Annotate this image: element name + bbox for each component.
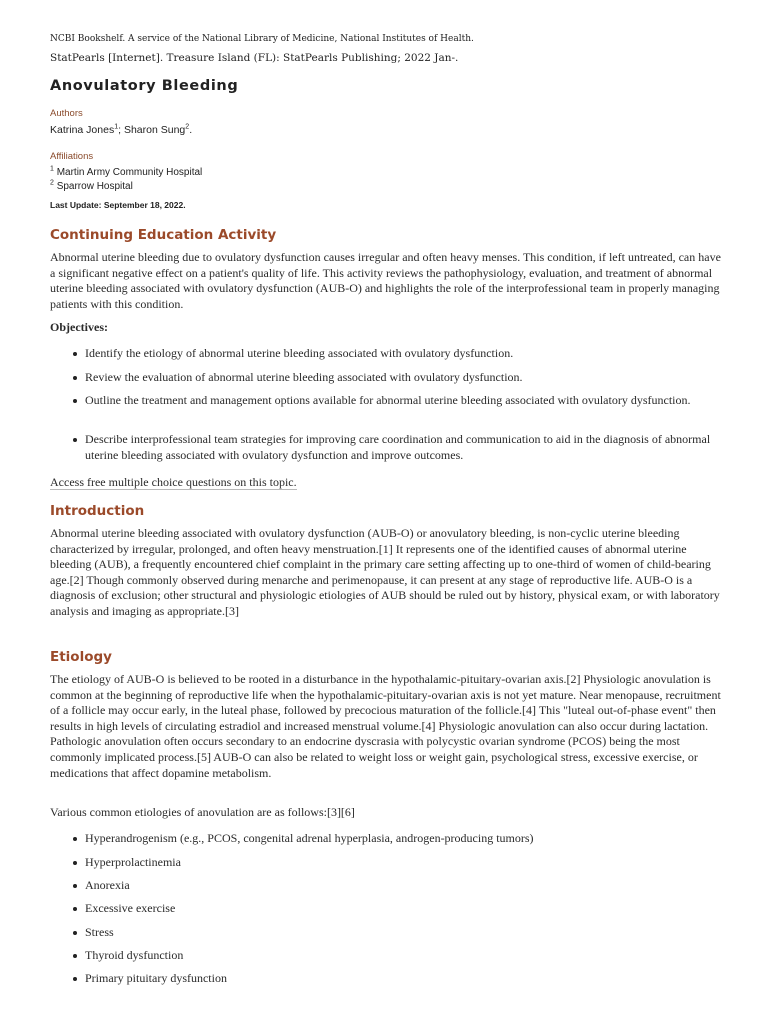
objective-item: Outline the treatment and management options available for abnormal uterine bleeding associated with ovulatory dysfunction. — [85, 393, 722, 409]
objectives-label: Objectives: — [50, 320, 108, 334]
affiliation-number: 1 — [50, 165, 54, 173]
last-update: Last Update: September 18, 2022. — [50, 200, 186, 210]
section-heading-cme: Continuing Education Activity — [50, 227, 277, 243]
section-heading-introduction: Introduction — [50, 503, 145, 519]
etiology-list-intro: Various common etiologies of anovulation are as follows:[3][6] — [50, 805, 355, 819]
cme-paragraph: Abnormal uterine bleeding due to ovulatory dysfunction causes irregular and often heavy menses. This condition, if left untreated, can have a significant negative effect on a patient's quality of life. This activity reviews the pathophysiology, evaluation, and treatment of abnormal uterine bleeding associated with ovulatory dysfunction (AUB-O) and highlights the role of the interprofessional team in properly managing patients with this condition. — [50, 250, 721, 311]
cause-item: Excessive exercise — [85, 901, 722, 917]
article-title: Anovulatory Bleeding — [50, 78, 239, 94]
author-affiliation-ref[interactable]: 2 — [185, 123, 190, 131]
affiliation-name: Martin Army Community Hospital — [56, 167, 203, 178]
cause-item: Primary pituitary dysfunction — [85, 971, 722, 987]
objective-item: Identify the etiology of abnormal uterine bleeding associated with ovulatory dysfunction. — [85, 346, 722, 362]
cause-item: Thyroid dysfunction — [85, 948, 722, 964]
authors-label: Authors — [50, 108, 83, 119]
cause-item: Anorexia — [85, 878, 722, 894]
cause-item: Hyperprolactinemia — [85, 855, 722, 871]
affiliation-item — [50, 181, 133, 192]
author-separator: ; — [118, 124, 124, 136]
cause-item: Stress — [85, 925, 722, 941]
access-questions-line — [50, 475, 722, 491]
cause-item: Hyperandrogenism (e.g., PCOS, congenital adrenal hyperplasia, androgen-producing tumors) — [85, 831, 722, 847]
author-affiliation-ref[interactable]: 1 — [114, 123, 119, 131]
author-link[interactable]: Sharon Sung — [123, 124, 186, 136]
bookshelf-banner: NCBI Bookshelf. A service of the National Library of Medicine, National Institutes of Health. — [50, 34, 474, 44]
etiology-paragraph: The etiology of AUB-O is believed to be rooted in a disturbance in the hypothalamic-pituitary-ovarian axis.[2] Physiologic anovulation is common at the beginning of reproductive life when the hypothalamic-pituitary-ovarian axis is not yet mature. Near menopause, recruitment of a follicle may occur early, in the luteal phase, followed by precocious maturation of the follicle.[4] This "luteal out-of-phase event" then results in high levels of circulating estradiol and increased menstrual volume.[4] Physiologic anovulation can also occur during lactation. Pathologic anovulation often occurs secondary to an endocrine dyscrasia with polycystic ovarian syndrome (PCOS) being the most commonly implicated process.[5] AUB-O can also be related to weight loss or weight gain, psychological stress, excessive exercise, or medications that affect dopamine metabolism. — [50, 672, 721, 780]
citation-line: StatPearls [Internet]. Treasure Island (FL): StatPearls Publishing; 2022 Jan-. — [50, 52, 459, 64]
affiliations-label: Affiliations — [50, 151, 94, 162]
affiliation-number: 2 — [50, 179, 54, 187]
section-heading-etiology: Etiology — [50, 649, 112, 665]
objective-item: Describe interprofessional team strategies for improving care coordination and communication to aid in the diagnosis of abnormal uterine bleeding associated with ovulatory dysfunction and improve outcomes. — [85, 432, 722, 463]
affiliation-item — [50, 167, 202, 178]
introduction-paragraph: Abnormal uterine bleeding associated with ovulatory dysfunction (AUB-O) or anovulatory bleeding, is non-cyclic uterine bleeding characterized by irregular, prolonged, and often heavy menstruation.[1] It represents one of the identified causes of abnormal uterine bleeding (AUB), a frequently encountered chief complaint in the primary care setting affecting up to one-third of women of child-bearing age.[2] Though commonly observed during menarche and perimenopause, it can present at any stage of reproductive life. AUB-O is a diagnosis of exclusion; other structural and physiologic etiologies of AUB should be ruled out by history, physical exam, or with laboratory analysis and imaging as appropriate.[3] — [50, 526, 720, 618]
authors-line — [50, 124, 192, 136]
affiliation-name: Sparrow Hospital — [56, 181, 133, 192]
author-link[interactable]: Katrina Jones — [50, 124, 115, 136]
access-questions-link[interactable]: Access free multiple choice questions on this topic. — [50, 475, 297, 489]
objective-item: Review the evaluation of abnormal uterine bleeding associated with ovulatory dysfunction. — [85, 370, 722, 386]
authors-terminator: . — [189, 124, 193, 136]
